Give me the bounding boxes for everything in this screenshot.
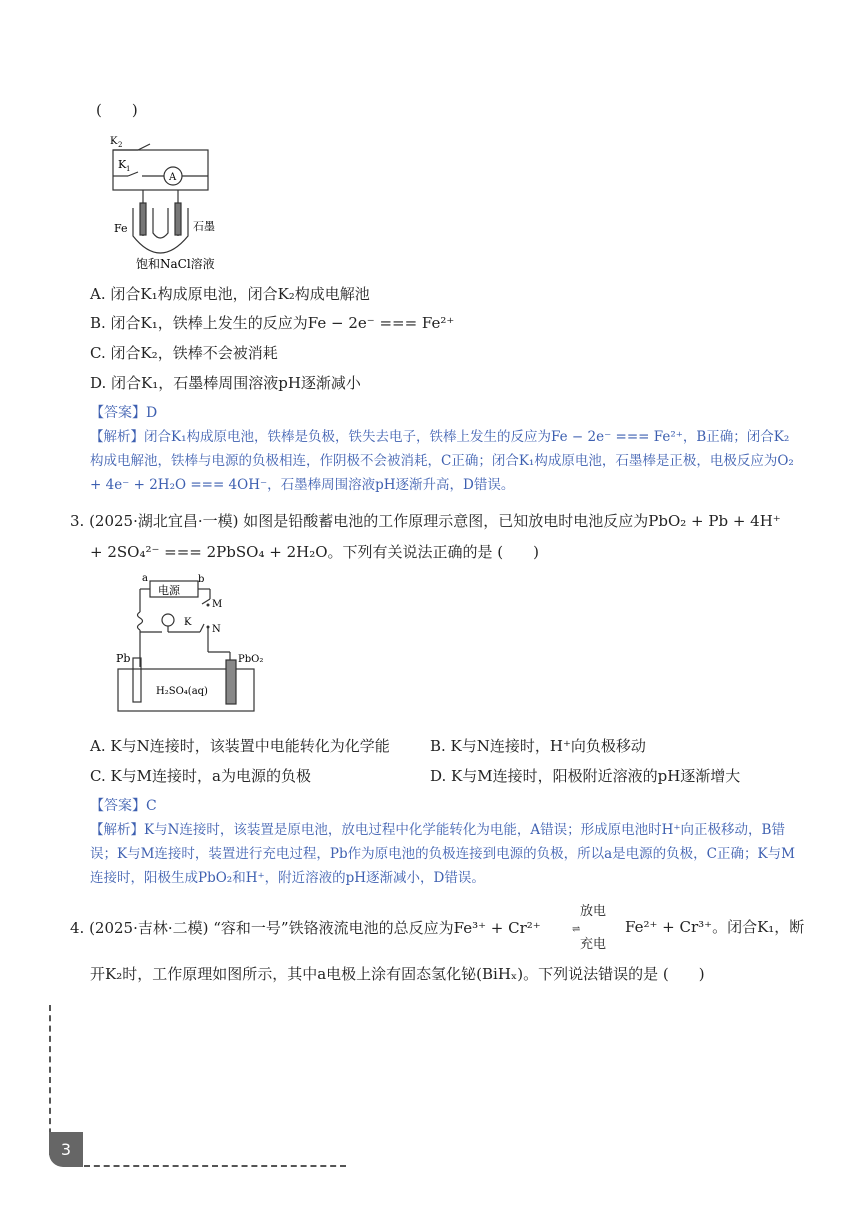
q4-stem-line1a: 4. (2025·吉林·二模) “容和一号”铁铬液流电池的总反应为Fe³⁺ + Cr²⁺ [70,919,541,937]
pb-electrode-label: Pb [116,652,131,665]
q2-option-c: C. 闭合K₂，铁棒不会被消耗 [90,344,278,362]
electrolyte-label: H₂SO₄(aq) [156,686,208,697]
ammeter-label: A [169,172,177,183]
circuit-figure-q2 [108,128,308,273]
contact-m-label: M [212,599,223,610]
q3-answer: 【答案】C [90,798,157,814]
graphite-electrode-label: 石墨 [193,220,215,233]
page-bottom-dashed-line [84,1165,346,1167]
q3-option-d: D. K与M连接时，阳极附近溶液的pH逐渐增大 [430,767,741,785]
switch-k-label: K [184,617,192,628]
q2-explanation: 【解析】闭合K₁构成原电池，铁棒是负极，铁失去电子，铁棒上发生的反应为Fe − 2e⁻ === Fe²⁺，B正确；闭合K₂构成电解池，铁棒与电源的负极相连，作阴极不会被消耗，C正确；闭合K₁构成原电池，石墨棒是正极，电极反应为O₂ + 4e⁻ + 2H₂O === 4OH⁻，石墨棒周围溶液pH逐渐升高，D错误。 [90,429,794,493]
fe-electrode-label: Fe [114,222,128,235]
q4-arrow-top: 放电 [580,904,607,919]
terminal-b-label: b [198,574,205,585]
contact-n-label: N [212,624,221,635]
q3-stem-line2: + 2SO₄²⁻ === 2PbSO₄ + 2H₂O。下列有关说法正确的是 ( ) [90,543,539,561]
q4-arrow-symbol: ⇌ [572,924,581,935]
q4-stem-line2: 开K₂时，工作原理如图所示，其中a电极上涂有固态氢化铋(BiHₓ)。下列说法错误的是 ( ) [90,965,705,983]
q3-option-b: B. K与N连接时，H⁺向负极移动 [430,737,646,755]
switch-k2-label: K [110,136,118,147]
switch-k2-sub: 2 [118,141,123,149]
switch-k1-label: K [118,158,127,171]
q3-option-a: A. K与N连接时，该装置中电能转化为化学能 [90,737,390,755]
q2-option-d: D. 闭合K₁，石墨棒周围溶液pH逐渐减小 [90,374,361,392]
q2-option-b: B. 闭合K₁，铁棒上发生的反应为Fe − 2e⁻ === Fe²⁺ [90,314,455,332]
q3-explanation: 【解析】K与N连接时，该装置是原电池，放电过程中化学能转化为电能，A错误；形成原电池时H⁺向正极移动，B错误；K与M连接时，装置进行充电过程，Pb作为原电池的负极连接到电源的负极，所以a是电源的负极，C正确；K与M连接时，阳极生成PbO₂和H⁺，附近溶液的pH逐渐减小，D错误。 [90,822,795,886]
terminal-a-label: a [142,573,148,584]
q4-stem-line1b: Fe²⁺ + Cr³⁺。闭合K₁，断 [625,918,805,936]
solution-label: 饱和NaCl溶液 [136,257,215,271]
lead-acid-battery-figure [112,572,282,717]
answer-paren: ( ) [96,101,138,119]
power-source-label: 电源 [158,584,180,597]
q3-option-c: C. K与M连接时，a为电源的负极 [90,767,311,785]
pbo2-electrode-label: PbO₂ [238,654,264,665]
switch-k1-sub: 1 [126,165,131,173]
q2-option-a: A. 闭合K₁构成原电池，闭合K₂构成电解池 [90,285,370,303]
q2-answer: 【答案】D [90,405,158,421]
q4-arrow-bottom: 充电 [580,937,607,952]
q3-stem-line1: 3. (2025·湖北宜昌·一模) 如图是铅酸蓄电池的工作原理示意图，已知放电时电池反应为PbO₂ + Pb + 4H⁺ [70,512,781,530]
page-number: 3 [60,1140,72,1159]
